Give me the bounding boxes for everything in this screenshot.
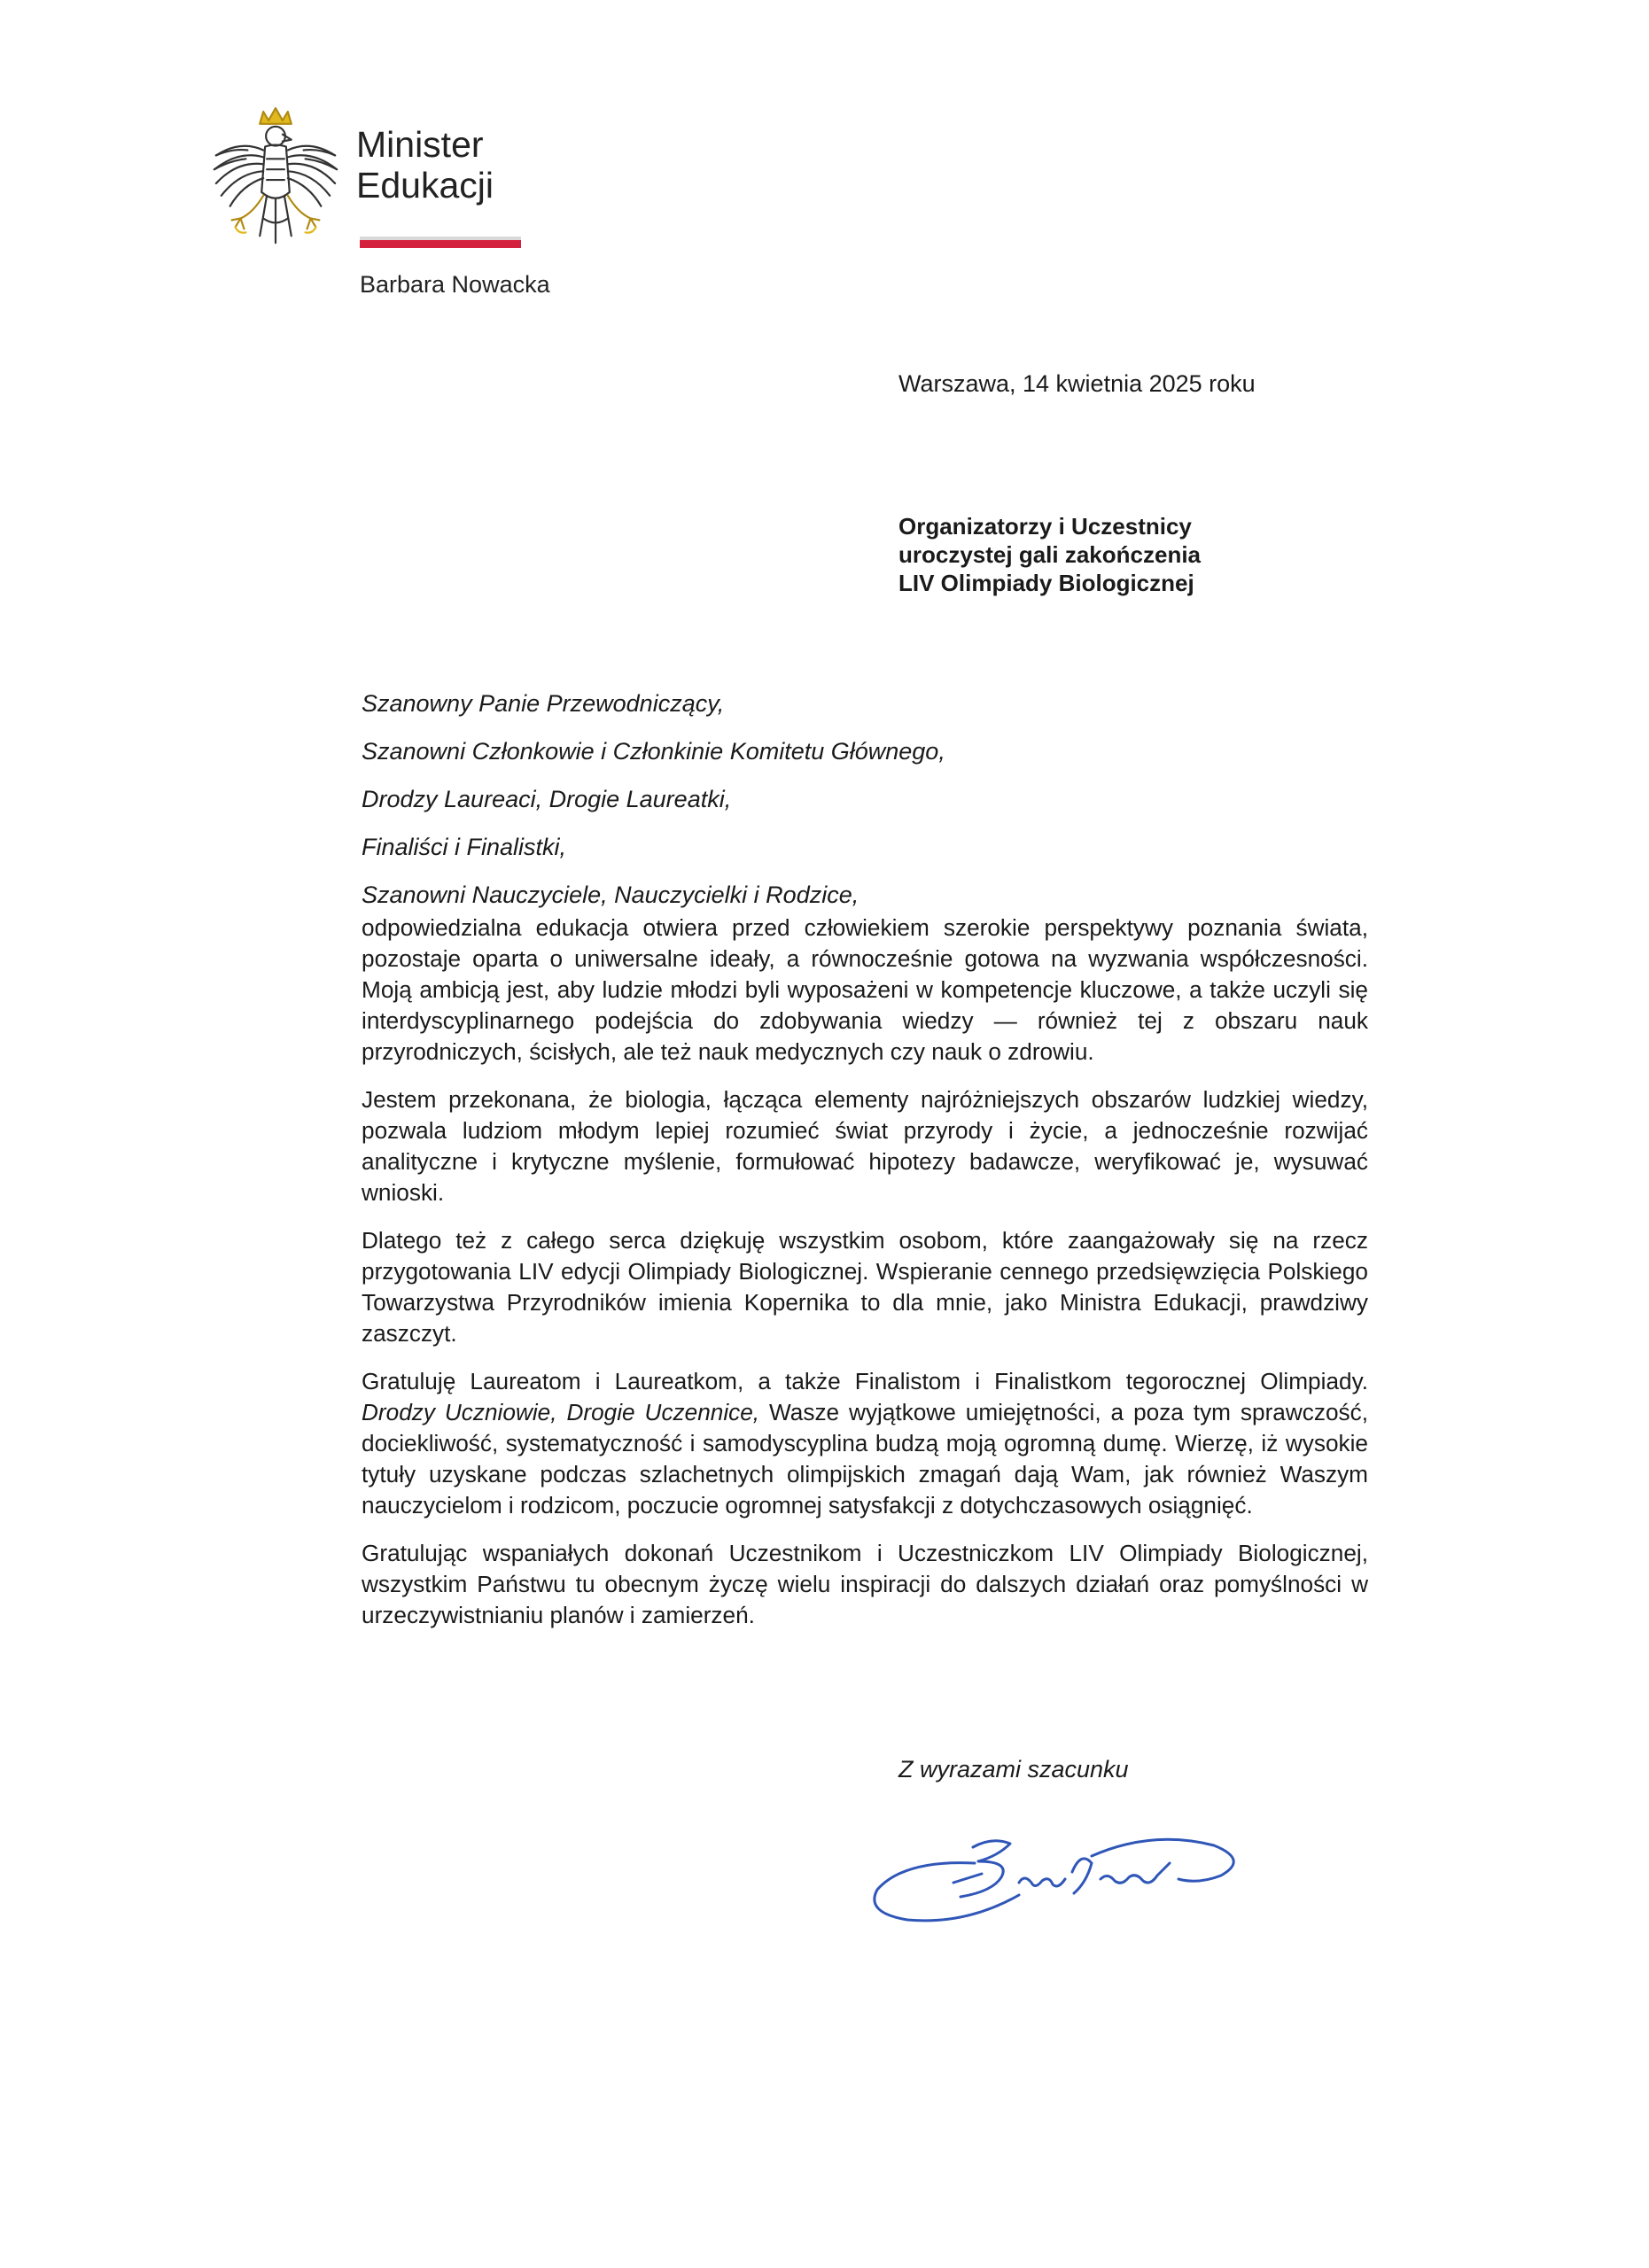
- body-paragraph: odpowiedzialna edukacja otwiera przed człowiekiem szerokie perspektywy poznania świata, pozostaje oparta o uniwersalne ideały, a równocześnie gotowa na wyzwania współczesności. Moją ambicją jest, aby ludzie młodzi byli wyposażeni w kompetencje kluczowe, a także uczyli się interdyscyplinarnego podejścia do zdobywania wiedzy — również tej z obszaru nauk przyrodniczych, ścisłych, ale też nauk medycznych czy nauk o zdrowiu.: [362, 914, 1368, 1065]
- office-title-line1: Minister: [356, 124, 484, 165]
- salutation-line: Szanowny Panie Przewodniczący,: [362, 690, 725, 717]
- recipient-line: Organizatorzy i Uczestnicy: [898, 513, 1192, 540]
- body-paragraph: Jestem przekonana, że biologia, łącząca elementy najróżniejszych obszarów ludzkiej wiedzy, pozwala ludziom młodym lepiej rozumieć świat przyrody i życie, a jednocześnie rozwijać analityczne i krytyczne myślenie, formułować hipotezy badawcze, weryfikować je, wysuwać wnioski.: [362, 1086, 1368, 1206]
- body-paragraph: Gratulując wspaniałych dokonań Uczestnikom i Uczestniczkom LIV Olimpiady Biologicznej, wszystkim Państwu tu obecnym życzę wielu inspiracji do dalszych działań oraz pomyślności w urzeczywistnianiu planów i zamierzeń.: [362, 1540, 1368, 1628]
- salutation-line: Finaliści i Finalistki,: [362, 834, 567, 860]
- minister-name: Barbara Nowacka: [360, 271, 550, 298]
- body-paragraph: [362, 1366, 1368, 1521]
- letter-date: Warszawa, 14 kwietnia 2025 roku: [898, 370, 1256, 397]
- salutation-line: Szanowni Członkowie i Członkinie Komitetu Głównego,: [362, 738, 945, 765]
- salutation-block: [362, 689, 1381, 928]
- closing-phrase: Z wyrazami szacunku: [898, 1756, 1129, 1783]
- letter-body: [362, 913, 1368, 1648]
- paragraph-emphasis: Drodzy Uczniowie, Drogie Uczennice,: [362, 1399, 760, 1425]
- office-title: [356, 124, 494, 206]
- salutation-line: Szanowni Nauczyciele, Nauczycielki i Rodzice,: [362, 882, 860, 908]
- recipient-line: LIV Olimpiady Biologicznej: [898, 570, 1194, 596]
- paragraph-text: Wasze wyjątkowe umiejętności, a poza tym sprawczość, dociekliwość, systematyczność i samodyscyplina budzą moją ogromną dumę. Wierzę, iż wysokie tytuły uzyskane podczas szlachetnych olimpijskich zmagań dają Wam, jak również Waszym nauczycielom i rodzicom, poczucie ogromnej satysfakcji z dotychczasowych osiągnięć.: [362, 1399, 1368, 1518]
- polish-eagle-emblem-icon: [206, 105, 346, 262]
- paragraph-text: Gratuluję Laureatom i Laureatkom, a także Finalistom i Finalistkom tegorocznej Olimpiady.: [362, 1368, 1368, 1394]
- recipient-line: uroczystej gali zakończenia: [898, 541, 1202, 568]
- national-flag-bar: [360, 237, 521, 248]
- body-paragraph: Dlatego też z całego serca dziękuję wszystkim osobom, które zaangażowały się na rzecz przygotowania LIV edycji Olimpiady Biologicznej. Wspieranie cennego przedsięwzięcia Polskiego Towarzystwa Przyrodników imienia Kopernika to dla mnie, jako Ministra Edukacji, prawdziwy zaszczyt.: [362, 1227, 1368, 1347]
- handwritten-signature-icon: [868, 1821, 1249, 1953]
- office-title-line2: Edukacji: [356, 165, 494, 206]
- recipient-block: [898, 512, 1201, 597]
- salutation-line: Drodzy Laureaci, Drogie Laureatki,: [362, 786, 732, 812]
